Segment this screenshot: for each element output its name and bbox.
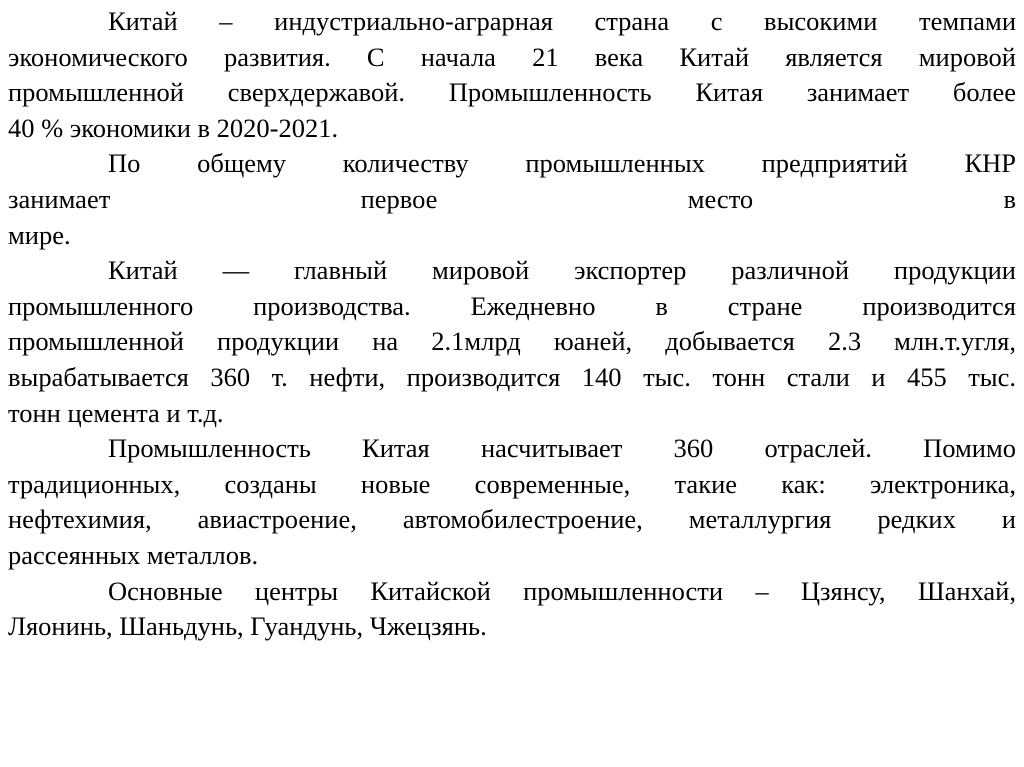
text-line: Китай – индустриально-аграрная страна с высокими темпами <box>108 6 1016 36</box>
text-line: нефтехимия, авиастроение, автомобилестроение, металлургия редких и <box>8 504 1016 535</box>
paragraph-enterprises-count <box>8 146 1016 253</box>
document-page <box>8 4 1016 645</box>
paragraph-industry-branches <box>8 431 1016 573</box>
text-line: мире. <box>8 219 71 250</box>
text-line: экономического развития. С начала 21 века Китай является мировой <box>8 41 1016 72</box>
text-line: промышленной продукции на 2.1млрд юаней, добывается 2.3 млн.т.угля, <box>8 326 1016 357</box>
text-line: Промышленность Китая насчитывает 360 отраслей. Помимо <box>108 433 1016 464</box>
text-line: промышленной сверхдержавой. Промышленность Китая занимает более <box>8 77 1016 108</box>
text-line: По общему количеству промышленных предприятий КНР <box>108 148 1016 179</box>
text-line: рассеянных металлов. <box>8 539 259 570</box>
paragraph-industry-overview <box>8 4 1016 146</box>
text-line: промышленного производства. Ежедневно в стране производится <box>8 290 1016 321</box>
text-line: 40 % экономики в 2020-2021. <box>8 112 339 143</box>
text-line: традиционных, созданы новые современные, такие как: электроника, <box>8 468 1016 499</box>
text-line: занимает первое место в <box>8 183 1016 214</box>
text-line: Основные центры Китайской промышленности – Цзянсу, Шанхай, <box>108 575 1016 606</box>
paragraph-industrial-centers <box>8 574 1016 645</box>
text-line: Ляонинь, Шаньдунь, Гуандунь, Чжецзянь. <box>8 611 487 642</box>
text-line: вырабатывается 360 т. нефти, производится 140 тыс. тонн стали и 455 тыс. <box>8 361 1016 392</box>
paragraph-exports <box>8 253 1016 431</box>
text-line: тонн цемента и т.д. <box>8 397 224 428</box>
text-line: Китай — главный мировой экспортер различной продукции <box>108 255 1016 286</box>
